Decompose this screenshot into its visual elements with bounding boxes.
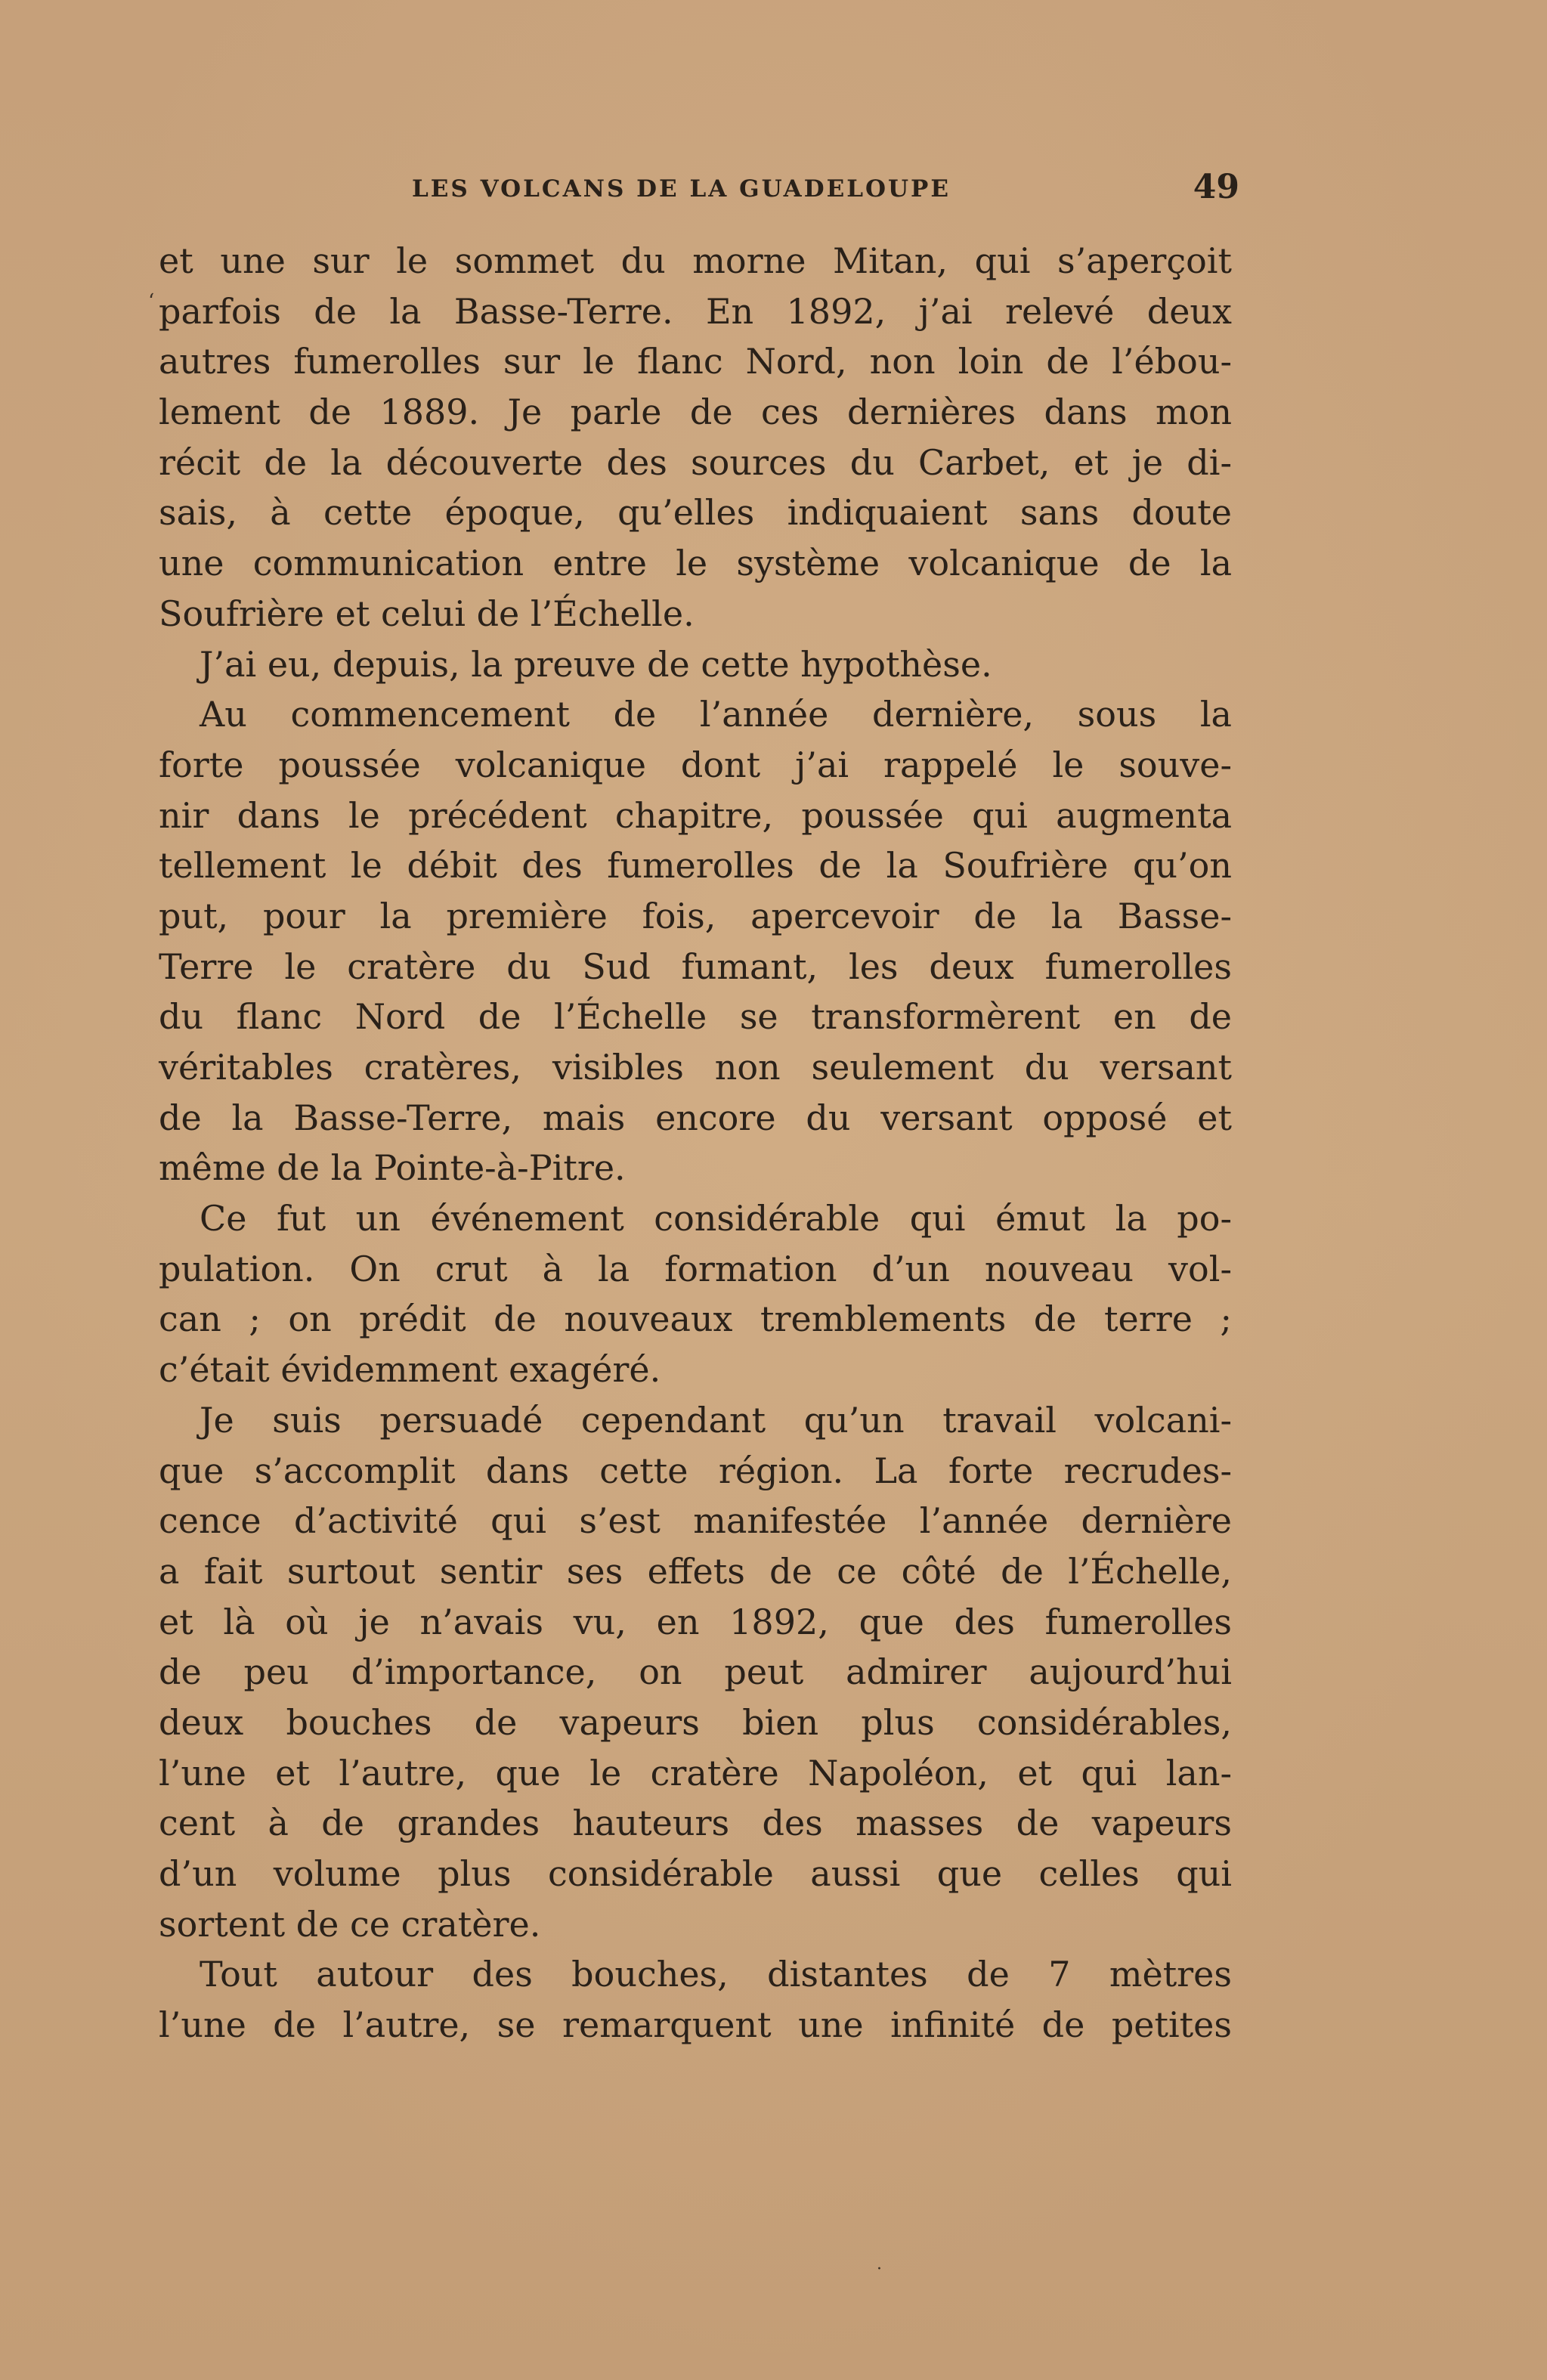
text-line: Je suis persuadé cependant qu’un travail volcani-	[200, 1399, 1232, 1441]
text-line: sais, à cette époque, qu’elles indiquaient sans doute	[159, 492, 1232, 534]
text-line: véritables cratères, visibles non seulement du versant	[159, 1047, 1232, 1088]
text-line: lement de 1889. Je parle de ces dernières dans mon	[159, 392, 1232, 433]
text-line: récit de la découverte des sources du Carbet, et je di-	[159, 441, 1232, 483]
text-line: J’ai eu, depuis, la preuve de cette hypothèse.	[200, 643, 992, 685]
running-title: LES VOLCANS DE LA GUADELOUPE	[412, 175, 951, 203]
text-line: autres fumerolles sur le flanc Nord, non loin de l’ébou-	[159, 341, 1232, 382]
text-line: même de la Pointe-à-Pitre.	[159, 1147, 626, 1189]
text-line: Ce fut un événement considérable qui émut la po-	[200, 1198, 1232, 1240]
text-line: une communication entre le système volcanique de la	[159, 543, 1232, 584]
text-line: parfois de la Basse-Terre. En 1892, j’ai relevé deux	[159, 290, 1232, 332]
bottom-speck: ·	[877, 2260, 882, 2279]
text-line: Tout autour des bouches, distantes de 7 mètres	[200, 1954, 1232, 1995]
margin-speck: ʻ	[148, 290, 155, 313]
text-line: d’un volume plus considérable aussi que celles qui	[159, 1853, 1232, 1894]
text-line: sortent de ce cratère.	[159, 1903, 541, 1945]
text-line: de peu d’importance, on peut admirer aujourd’hui	[159, 1651, 1232, 1693]
text-line: l’une de l’autre, se remarquent une infinité de petites	[159, 2004, 1232, 2046]
text-line: can ; on prédit de nouveaux tremblements de terre ;	[159, 1298, 1232, 1340]
text-line: et là où je n’avais vu, en 1892, que des fumerolles	[159, 1601, 1232, 1642]
page-number: 49	[1193, 168, 1239, 206]
text-line: cent à de grandes hauteurs des masses de vapeurs	[159, 1803, 1232, 1844]
text-line: et une sur le sommet du morne Mitan, qui s’aperçoit	[159, 240, 1232, 281]
body-text	[159, 236, 1232, 2050]
text-line: cence d’activité qui s’est manifestée l’année dernière	[159, 1500, 1232, 1542]
running-head	[159, 168, 1239, 213]
text-line: put, pour la première fois, apercevoir de la Basse-	[159, 895, 1232, 936]
text-line: du flanc Nord de l’Échelle se transformèrent en de	[159, 996, 1232, 1038]
text-line: deux bouches de vapeurs bien plus considérables,	[159, 1701, 1232, 1743]
text-line: Au commencement de l’année dernière, sous la	[200, 694, 1232, 735]
text-line: c’était évidemment exagéré.	[159, 1349, 661, 1391]
text-line: forte poussée volcanique dont j’ai rappelé le souve-	[159, 744, 1232, 785]
text-line: l’une et l’autre, que le cratère Napoléon, et qui lan-	[159, 1752, 1232, 1794]
text-line: pulation. On crut à la formation d’un nouveau vol-	[159, 1248, 1232, 1289]
text-line: Terre le cratère du Sud fumant, les deux fumerolles	[159, 946, 1232, 987]
text-line: tellement le débit des fumerolles de la Soufrière qu’on	[159, 845, 1232, 887]
text-line: a fait surtout sentir ses effets de ce côté de l’Échelle,	[159, 1550, 1232, 1592]
text-line: Soufrière et celui de l’Échelle.	[159, 593, 695, 634]
text-line: que s’accomplit dans cette région. La forte recrudes-	[159, 1450, 1232, 1491]
text-line: nir dans le précédent chapitre, poussée qui augmenta	[159, 794, 1232, 836]
text-line: de la Basse-Terre, mais encore du versant opposé et	[159, 1097, 1232, 1138]
